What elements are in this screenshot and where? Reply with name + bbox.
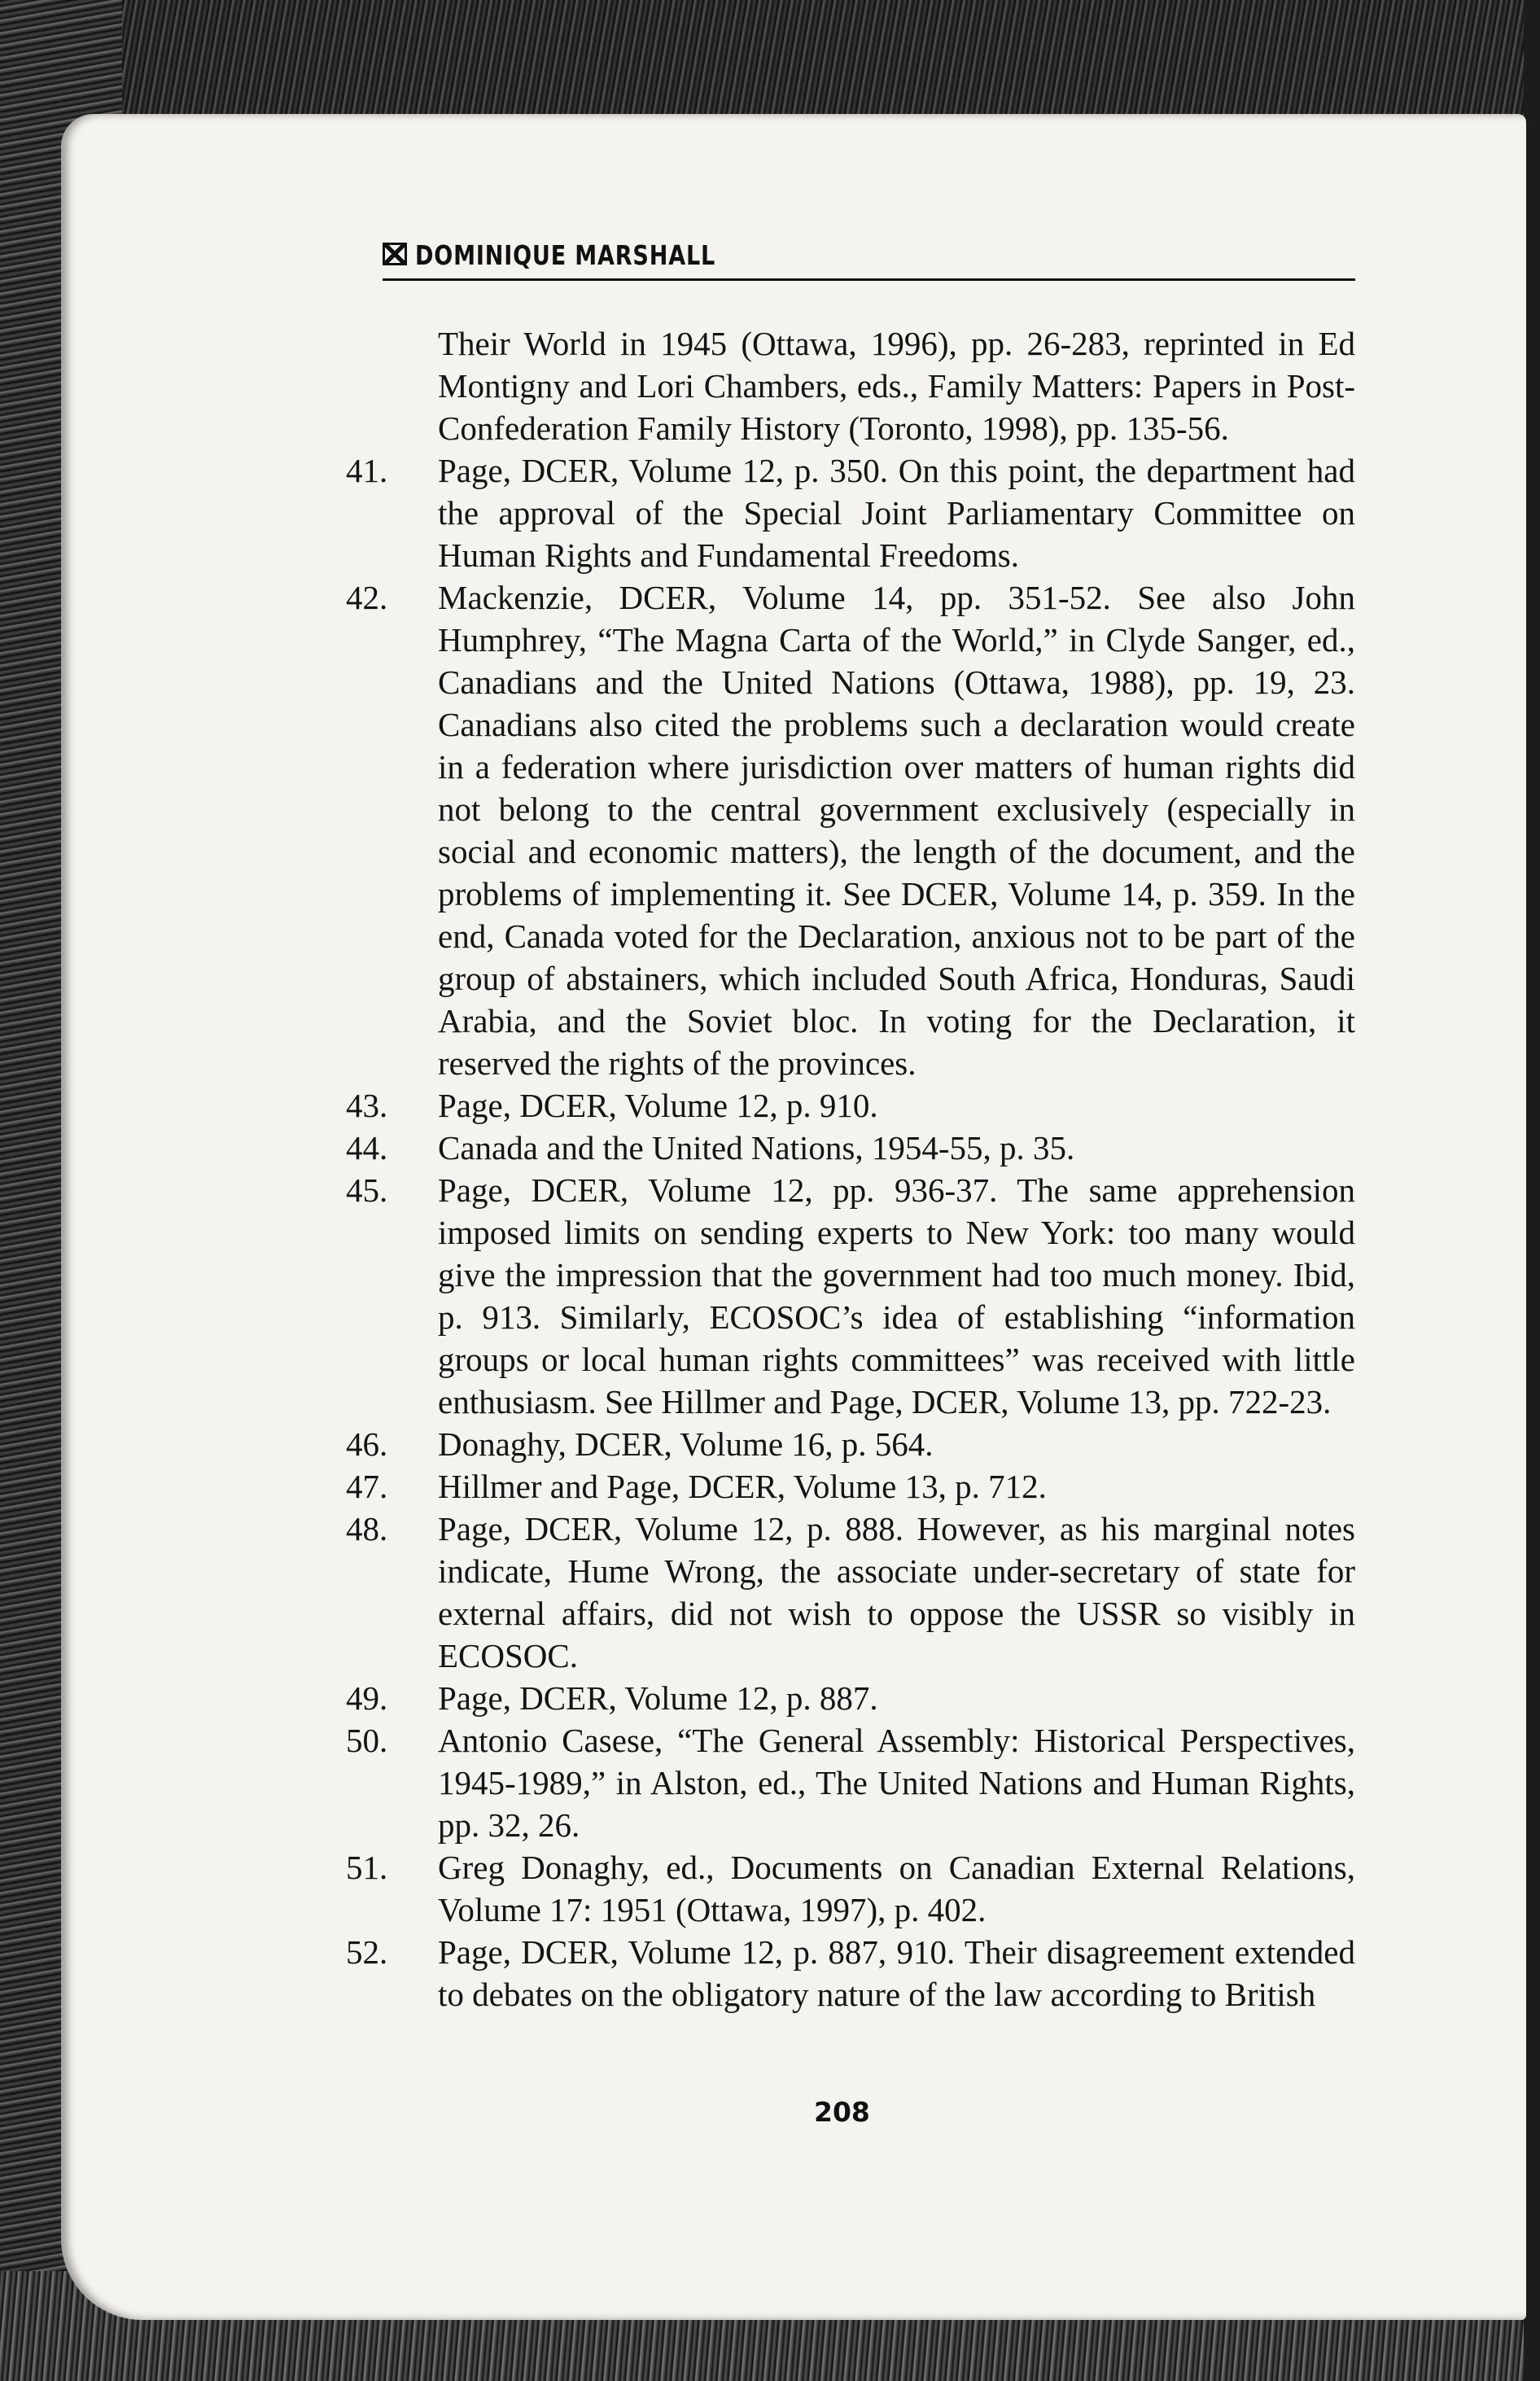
note-number: 44. bbox=[346, 1129, 388, 1166]
note-number: 52. bbox=[346, 1933, 388, 1971]
page-number: 208 bbox=[814, 2096, 870, 2128]
note-42 bbox=[346, 576, 1355, 1084]
note-text: Page, DCER, Volume 12, p. 887. bbox=[438, 1679, 878, 1717]
note-text: Hillmer and Page, DCER, Volume 13, p. 712. bbox=[438, 1468, 1047, 1505]
note-43 bbox=[346, 1084, 1355, 1127]
note-text: Mackenzie, DCER, Volume 14, pp. 351-52. See also John Humphrey, “The Magna Carta of the World,” in Clyde Sanger, ed., Canadians and the United Nations (Ottawa, 1988), pp. 19, 23. Canadians also cited the problems such a declaration would create in a federation where jurisdiction over matters of human rights did not belong to the central government exclusively (especially in social and economic matters), the length of the document, and the problems of implementing it. See DCER, Volume 14, p. 359. In the end, Canada voted for the Declaration, anxious not to be part of the group of abstainers, which included South Africa, Honduras, Saudi Arabia, and the Soviet bloc. In voting for the Declaration, it reserved the rights of the provinces. bbox=[438, 579, 1355, 1082]
note-number: 50. bbox=[346, 1722, 388, 1759]
note-52 bbox=[346, 1931, 1355, 2016]
note-text: Canada and the United Nations, 1954-55, p. 35. bbox=[438, 1129, 1075, 1166]
note-46 bbox=[346, 1423, 1355, 1465]
note-45 bbox=[346, 1169, 1355, 1423]
note-number: 42. bbox=[346, 579, 388, 616]
running-header bbox=[383, 236, 1355, 281]
header-author: DOMINIQUE MARSHALL bbox=[415, 239, 716, 271]
header-logo-icon bbox=[383, 243, 407, 265]
note-text: Page, DCER, Volume 12, p. 910. bbox=[438, 1087, 878, 1124]
note-47 bbox=[346, 1465, 1355, 1508]
note-text: Page, DCER, Volume 12, p. 888. However, as his marginal notes indicate, Hume Wrong, the associate under-secretary of state for external affairs, did not wish to oppose the USSR so visibly in ECOSOC. bbox=[438, 1510, 1355, 1674]
note-text: Antonio Casese, “The General Assembly: Historical Perspectives, 1945-1989,” in Alston, ed., The United Nations and Human Rights, pp. 32, 26. bbox=[438, 1722, 1355, 1844]
note-number: 45. bbox=[346, 1171, 388, 1209]
note-number: 46. bbox=[346, 1425, 388, 1463]
scan-top-edge bbox=[0, 0, 1540, 122]
endnotes bbox=[346, 322, 1355, 2016]
note-text: Donaghy, DCER, Volume 16, p. 564. bbox=[438, 1425, 934, 1463]
note-51 bbox=[346, 1846, 1355, 1931]
note-number: 51. bbox=[346, 1849, 388, 1886]
note-text: Greg Donaghy, ed., Documents on Canadian External Relations, Volume 17: 1951 (Ottawa, 1997), p. 402. bbox=[438, 1849, 1355, 1928]
note-50 bbox=[346, 1719, 1355, 1846]
note-48 bbox=[346, 1508, 1355, 1677]
note-text: Page, DCER, Volume 12, p. 887, 910. Their disagreement extended to debates on the obligatory nature of the law according to British bbox=[438, 1933, 1355, 2013]
scan-right-edge bbox=[1524, 0, 1540, 2381]
note-text: Their World in 1945 (Ottawa, 1996), pp. 26-283, reprinted in Ed Montigny and Lori Chambers, eds., Family Matters: Papers in Post-Confederation Family History (Toronto, 1998), pp. 135-56. bbox=[438, 325, 1355, 447]
note-number: 49. bbox=[346, 1679, 388, 1717]
note-41 bbox=[346, 449, 1355, 576]
note-44 bbox=[346, 1127, 1355, 1169]
note-49 bbox=[346, 1677, 1355, 1719]
note-number: 41. bbox=[346, 452, 388, 489]
note-number: 48. bbox=[346, 1510, 388, 1547]
note-number: 43. bbox=[346, 1087, 388, 1124]
note-number: 47. bbox=[346, 1468, 388, 1505]
note-text: Page, DCER, Volume 12, p. 350. On this point, the department had the approval of the Special Joint Parliamentary Committee on Human Rights and Fundamental Freedoms. bbox=[438, 452, 1355, 574]
note-text: Page, DCER, Volume 12, pp. 936-37. The same apprehension imposed limits on sending experts to New York: too many would give the impression that the government had too much money. Ibid, p. 913. Similarly, ECOSOC’s idea of establishing “information groups or local human rights committees” was received with little enthusiasm. See Hillmer and Page, DCER, Volume 13, pp. 722-23. bbox=[438, 1171, 1355, 1420]
note-continuation bbox=[346, 322, 1355, 449]
